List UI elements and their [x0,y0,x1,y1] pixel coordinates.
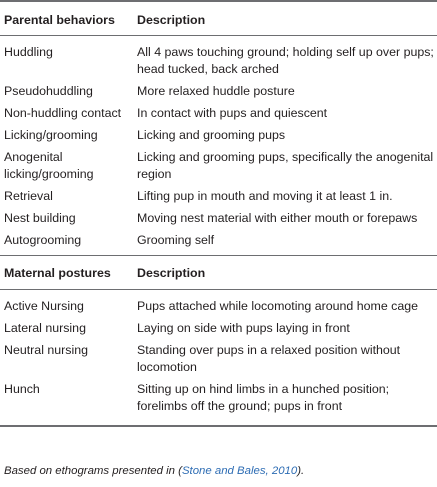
behavior-name: Nest building [4,211,76,225]
table-header-parental [0,1,437,36]
behavior-name: Licking/grooming [4,128,98,142]
table-row [0,124,437,146]
behavior-name: Non-huddling contact [4,106,122,120]
table-row [0,207,437,229]
behavior-description: Grooming self [137,233,215,247]
table-footnote [4,465,304,477]
header-maternal-postures: Maternal postures [0,256,137,290]
behavior-description: Licking and grooming pups [137,128,286,142]
behavior-name: Pseudohuddling [4,84,93,98]
table-row [0,80,437,102]
table-row [0,36,437,81]
posture-name: Neutral nursing [4,343,89,357]
header-description: Description [137,1,437,36]
posture-description: Standing over pups in a relaxed position without locomotion [137,343,401,374]
behavior-name: Anogenital licking/grooming [4,150,94,181]
behavior-name: Autogrooming [4,233,82,247]
posture-name: Hunch [0,378,137,426]
table-row [0,146,437,185]
table-row [0,339,437,378]
behavior-name: Huddling [4,45,53,59]
behavior-description: In contact with pups and quiescent [137,106,328,120]
posture-description: Laying on side with pups laying in front [137,321,350,335]
behavior-description: Lifting pup in mouth and moving it at least 1 in. [137,189,393,203]
table-header-maternal [0,256,437,290]
table-row [0,102,437,124]
behavior-description: Licking and grooming pups, specifically the anogenital region [137,150,434,181]
behavior-description: Moving nest material with either mouth or forepaws [137,211,418,225]
posture-description: Sitting up on hind limbs in a hunched position; forelimbs off the ground; pups in front [137,378,437,426]
footnote-prefix: Based on ethograms presented in ( [4,465,182,477]
behavior-name: Retrieval [4,189,53,203]
citation-link[interactable]: Stone and Bales, 2010 [181,465,298,477]
table-row [0,378,437,426]
behavior-description: All 4 paws touching ground; holding self up over pups; head tucked, back arched [137,45,434,76]
header-parental-behaviors: Parental behaviors [0,1,137,36]
footnote-suffix: ). [297,465,305,477]
table-row [0,229,437,256]
posture-name: Lateral nursing [4,321,86,335]
table-row [0,317,437,339]
posture-description: Pups attached while locomoting around home cage [137,299,419,313]
posture-name: Active Nursing [4,299,84,313]
table-row [0,185,437,207]
header-description: Description [137,256,437,290]
behavior-description: More relaxed huddle posture [137,84,295,98]
table-row [0,290,437,318]
